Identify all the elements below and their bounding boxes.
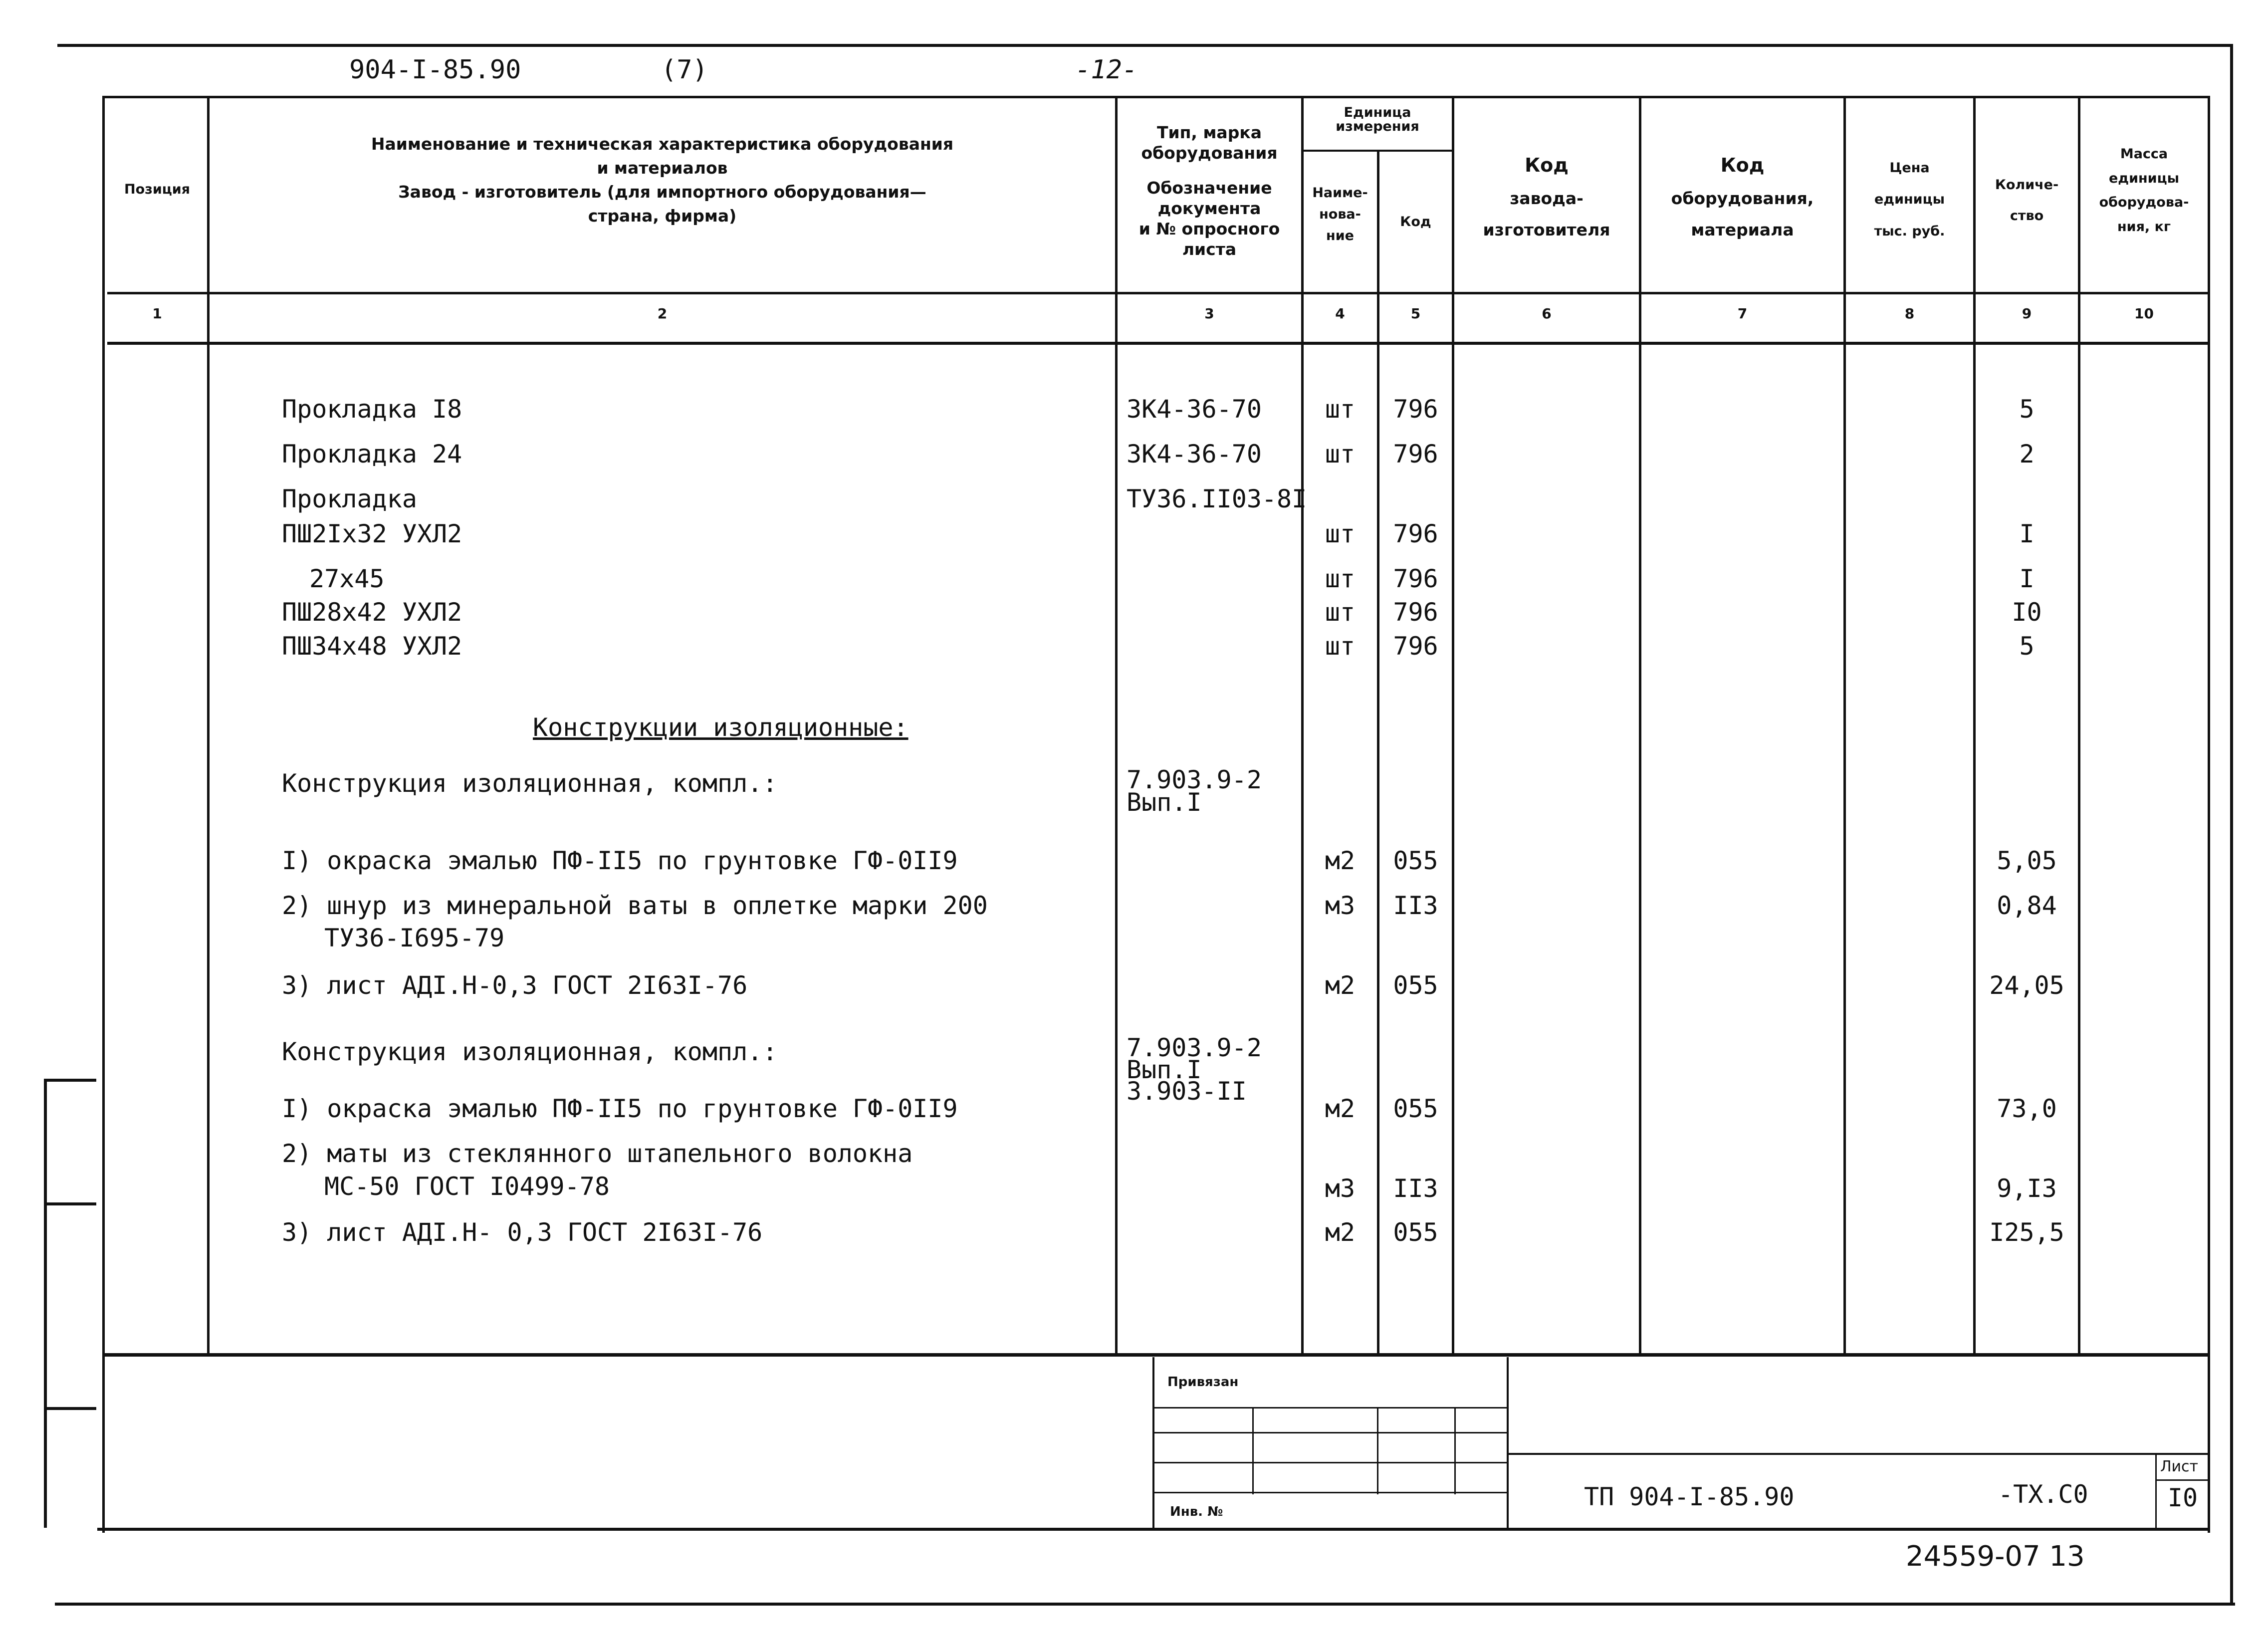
item-quantity: I25,5: [1989, 1218, 2064, 1247]
col-header-unit-name-line: Наиме-: [1312, 185, 1368, 201]
col-header-price-line: Цена: [1889, 160, 1930, 176]
col-header-unit-name-line: нова-: [1319, 207, 1361, 223]
item-unit: шт: [1325, 632, 1356, 661]
item-unit-code: 796: [1393, 632, 1438, 661]
item-type: Вып.I: [1127, 1055, 1202, 1084]
stamp-doc-designation: ТП 904-I-85.90: [1584, 1482, 1795, 1511]
stamp-sheet-label: Лист: [2160, 1458, 2199, 1475]
col-header-mass-line: Масса: [2120, 146, 2168, 162]
item-quantity: I0: [2012, 598, 2042, 627]
col-header-unit-code: Код: [1400, 214, 1431, 230]
item-name: ТУ36-I695-79: [324, 924, 505, 952]
item-type: 3К4-36-70: [1127, 440, 1262, 469]
item-name: 3) лист АДI.Н-0,3 ГОСТ 2I63I-76: [282, 971, 748, 1000]
col-header-type: [1118, 122, 1301, 260]
item-name: 2) шнур из минеральной ваты в оплетке марки 200: [282, 891, 988, 920]
col-header-name-line: страна, фирма): [588, 206, 737, 226]
item-quantity: I: [2019, 519, 2035, 548]
item-name: Прокладка 24: [282, 440, 462, 469]
item-unit-code: 796: [1393, 395, 1438, 424]
item-unit-code: II3: [1393, 891, 1438, 920]
item-quantity: 73,0: [1997, 1094, 2057, 1123]
col-header-equipment-code: [1641, 147, 1843, 246]
item-unit: м3: [1325, 1174, 1356, 1203]
col-header-plant-code-line: завода-: [1510, 189, 1584, 209]
col-header-quantity-line: Количе-: [1995, 177, 2059, 193]
col-header-plant-code-line: Код: [1525, 154, 1569, 176]
col-header-type-line: Обозначение: [1146, 178, 1272, 198]
col-number: 6: [1542, 305, 1552, 322]
archive-number: 24559-07 13: [1906, 1540, 2085, 1573]
item-name: I) окраска эмалью ПФ-II5 по грунтовке ГФ-0II9: [282, 846, 958, 875]
doc-code: 904-I-85.90: [349, 55, 521, 85]
item-unit-code: 055: [1393, 846, 1438, 875]
col-number: 5: [1410, 305, 1421, 322]
item-unit: шт: [1325, 519, 1356, 548]
col-number: 10: [2134, 305, 2154, 322]
page-number: -12-: [1075, 55, 1138, 85]
item-name: I) окраска эмалью ПФ-II5 по грунтовке ГФ-0II9: [282, 1094, 958, 1123]
item-quantity: 24,05: [1989, 971, 2064, 1000]
item-name: МС-50 ГОСТ I0499-78: [324, 1172, 610, 1201]
item-unit: шт: [1325, 395, 1356, 424]
col-header-type-line: оборудования: [1141, 143, 1278, 163]
item-unit-code: 055: [1393, 1094, 1438, 1123]
stamp-inv-no: Инв. №: [1170, 1504, 1223, 1519]
item-unit-code: 796: [1393, 440, 1438, 469]
item-quantity: 5,05: [1997, 846, 2057, 875]
item-type: 3К4-36-70: [1127, 395, 1262, 424]
col-number: 8: [1904, 305, 1915, 322]
col-header-mass-line: ния, кг: [2117, 219, 2171, 235]
item-unit: м2: [1325, 971, 1356, 1000]
item-name: Конструкция изоляционная, компл.:: [282, 769, 778, 798]
col-header-quantity: [1976, 170, 2078, 232]
item-quantity: 2: [2019, 440, 2035, 469]
item-unit-code: II3: [1393, 1174, 1438, 1203]
col-number: 1: [152, 305, 162, 322]
col-header-unit-name-line: ние: [1326, 228, 1354, 244]
col-number: 3: [1204, 305, 1214, 322]
item-unit: м3: [1325, 891, 1356, 920]
item-unit-code: 055: [1393, 971, 1438, 1000]
item-unit-code: 796: [1393, 564, 1438, 593]
item-unit: шт: [1325, 440, 1356, 469]
item-unit: м2: [1325, 1094, 1356, 1123]
item-unit: шт: [1325, 564, 1356, 593]
col-number: 2: [657, 305, 668, 322]
item-type: 7.903.9-2: [1127, 1033, 1262, 1062]
item-unit-code: 796: [1393, 598, 1438, 627]
item-unit: шт: [1325, 598, 1356, 627]
col-header-plant-code-line: изготовителя: [1483, 220, 1610, 239]
item-type: 7.903.9-2: [1127, 765, 1262, 794]
col-header-mass-line: единицы: [2108, 170, 2180, 186]
item-name: Прокладка: [282, 484, 417, 513]
item-type: 3.903-II: [1127, 1077, 1247, 1106]
col-header-type-line: листа: [1182, 239, 1237, 259]
col-header-type-line: Тип, марка: [1157, 123, 1262, 142]
col-header-mass: [2080, 142, 2208, 239]
item-name: ПШ28х42 УХЛ2: [282, 598, 462, 627]
item-name: 27х45: [309, 564, 385, 593]
col-header-quantity-line: ство: [2010, 208, 2044, 224]
item-unit-code: 055: [1393, 1218, 1438, 1247]
stamp-doc-suffix: -ТХ.С0: [1998, 1480, 2088, 1509]
col-header-name-line: и материалов: [597, 158, 728, 178]
col-header-name: [210, 132, 1115, 228]
sheet-part: (7): [661, 55, 708, 85]
item-quantity: 0,84: [1997, 891, 2057, 920]
col-header-name-line: Наименование и техническая характеристика оборудования: [371, 134, 954, 154]
col-header-position: Позиция: [124, 182, 191, 197]
col-header-mass-line: оборудова-: [2099, 195, 2189, 211]
item-name: ПШ2Iх32 УХЛ2: [282, 519, 462, 548]
item-quantity: 5: [2019, 395, 2035, 424]
stamp-sheet-number: I0: [2167, 1483, 2198, 1512]
item-quantity: I: [2019, 564, 2035, 593]
section-heading: Конструкции изоляционные:: [533, 713, 908, 742]
col-header-equipment-code-line: оборудования,: [1671, 189, 1814, 209]
item-unit: м2: [1325, 846, 1356, 875]
col-header-plant-code: [1454, 147, 1639, 246]
item-name: Прокладка I8: [282, 395, 462, 424]
col-header-type-line: и № опросного: [1138, 219, 1280, 238]
col-number: 4: [1335, 305, 1345, 322]
item-name: Конструкция изоляционная, компл.:: [282, 1037, 778, 1066]
item-quantity: 5: [2019, 632, 2035, 661]
col-number: 7: [1737, 305, 1748, 322]
item-unit-code: 796: [1393, 519, 1438, 548]
item-type: ТУ36.II03-8I: [1127, 484, 1307, 513]
col-header-equipment-code-line: Код: [1720, 154, 1765, 176]
col-header-price-line: тыс. руб.: [1874, 223, 1945, 239]
col-header-type-line: документа: [1157, 198, 1261, 218]
col-header-price: [1846, 152, 1973, 247]
item-name: 2) маты из стеклянного штапельного волокна: [282, 1139, 913, 1168]
col-header-unit-group: Единица измерения: [1336, 105, 1419, 135]
col-header-equipment-code-line: материала: [1691, 220, 1794, 239]
col-header-unit-name: [1303, 182, 1377, 247]
item-type: Вып.I: [1127, 788, 1202, 817]
col-header-name-line: Завод - изготовитель (для импортного оборудования—: [398, 182, 926, 202]
item-name: ПШ34х48 УХЛ2: [282, 632, 462, 661]
col-header-price-line: единицы: [1874, 192, 1945, 208]
col-number: 9: [2022, 305, 2032, 322]
item-name: 3) лист АДI.Н- 0,3 ГОСТ 2I63I-76: [282, 1218, 763, 1247]
item-unit: м2: [1325, 1218, 1356, 1247]
item-quantity: 9,I3: [1997, 1174, 2057, 1203]
stamp-privyazan: Привязан: [1167, 1375, 1239, 1390]
